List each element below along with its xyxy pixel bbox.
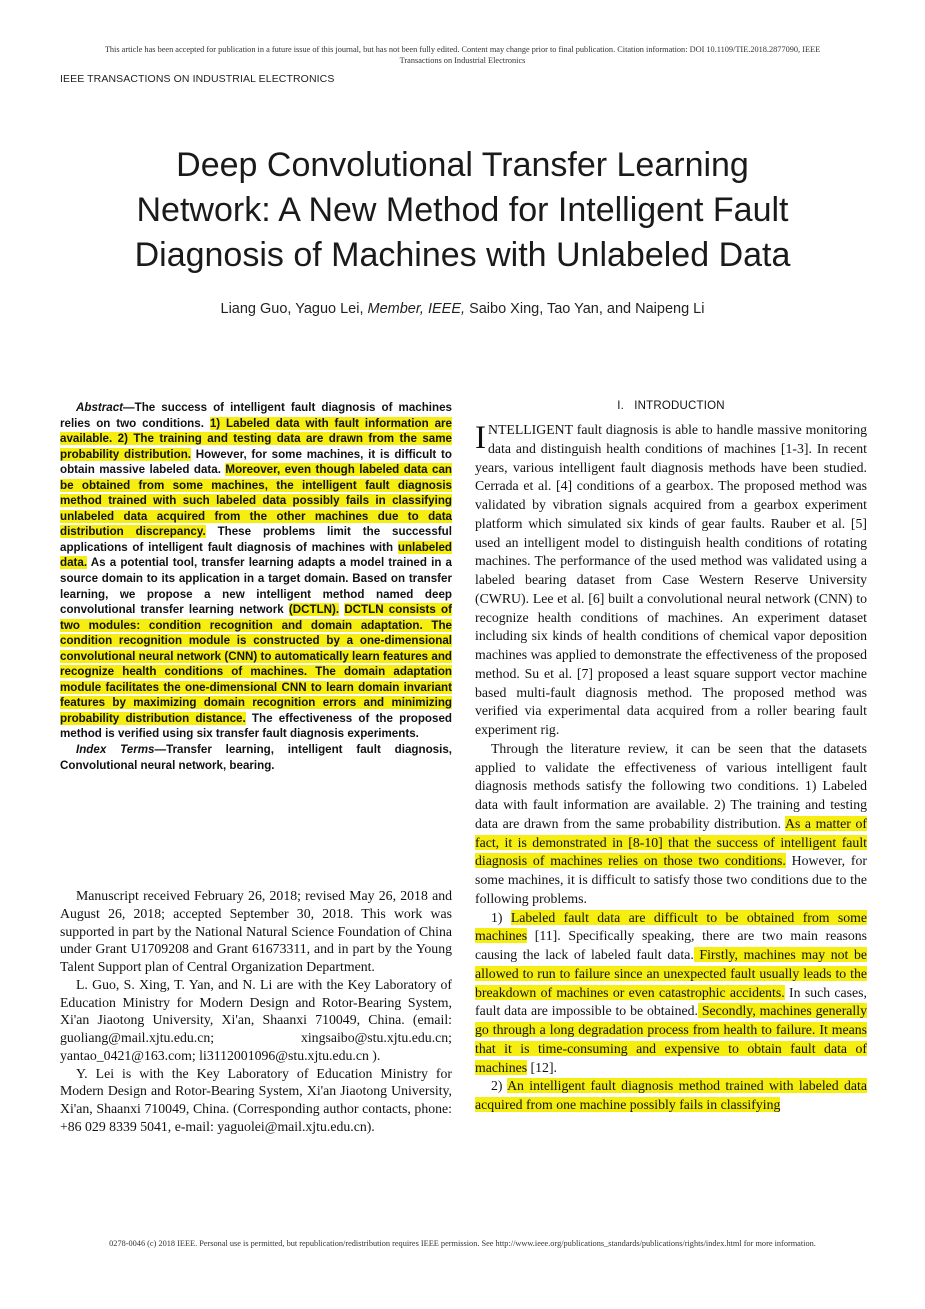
- abstract-seg-1: —The success of intelligent fault diagnosis of machines relies on two conditions.: [60, 401, 452, 430]
- intro-paragraph-2: [475, 740, 867, 909]
- abstract-label: Abstract: [76, 401, 124, 414]
- section-initial: I: [634, 400, 638, 412]
- abstract-highlight-discrepancy: Moreover, even though labeled data can be obtained from some machines, the intelligent fault diagnosis method trained with such labeled data possibly fails in classifying unlabeled data acquired from the other machines due to data distribution discrepancy.: [60, 463, 452, 539]
- title-line-3: Diagnosis of Machines with Unlabeled Data: [134, 236, 791, 274]
- abstract-highlight-conditions: 1) Labeled data with fault information are available. 2) The training and testing data are drawn from the same probability distribution.: [60, 416, 452, 461]
- author-list: [40, 301, 885, 317]
- index-terms-text: —Transfer learning, intelligent fault diagnosis, Convolutional neural network, bearing.: [60, 743, 452, 772]
- title-line-1: Deep Convolutional Transfer Learning: [176, 146, 749, 184]
- intro-first-word: NTELLIGENT: [488, 422, 573, 437]
- intro-highlight-labeled-fault: Labeled fault data are difficult to be obtained from some machines: [475, 909, 867, 944]
- intro-p3-a: [11]. Specifically speaking, there are two main reasons causing the lack of labeled fault data.: [475, 928, 867, 962]
- intro-highlight-secondly: Secondly, machines generally go through a long degradation process from health to failure. It means that it is time-consuming and expensive to obtain fault data of machines: [475, 1003, 867, 1075]
- affiliation-guo: L. Guo, S. Xing, T. Yan, and N. Li are with the Key Laboratory of Education Ministry for Modern Design and Rotor-Bearing System, Xi'an Jiaotong University, Xi'an, Shaanxi 710049, China. (email: guoliang@mail.xjtu.edu.cn; xingsaibo@stu.xjtu.edu.cn; yantao_0421@163.com; li3112001096@stu.xjtu.edu.cn ).: [60, 976, 452, 1063]
- section-heading-introduction: [475, 400, 867, 412]
- title-line-2: Network: A New Method for Intelligent Fault: [136, 191, 789, 229]
- abstract-highlight-unlabeled: unlabeled data.: [60, 540, 452, 570]
- intro-p1-text: fault diagnosis is able to handle massive monitoring data and distinguish health conditions of machines [1-3]. In recent years, various intelligent fault diagnosis methods have been studied. Cerrada et al. [4] conditions of a gearbox. The proposed method was validated by vibration signals acquired from a gearbox experiment platform which simulated six kinds of gear faults. Rauber et al. [5] used an intelligent model to distinguish health conditions of rotating machines. The performance of the used method was validated using a labeled bearing dataset from Case Western Reserve University (CWRU). Lee et al. [6] built a convolutional neural network (CNN) to recognize health conditions of machines. An experiment dataset including six kinds of health conditions of chemical vapor deposition machines was applied to demonstrate the effectiveness of the proposed method. Su et al. [7] proposed a least square support vector machine based multi-fault diagnosis method. The proposed method was verified via experimental data acquired from a roller bearing fault experiment rig.: [475, 422, 867, 737]
- intro-p3-b: In such cases, fault data are impossible to be obtained.: [475, 984, 867, 1019]
- affiliation-lei: Y. Lei is with the Key Laboratory of Education Ministry for Modern Design and Rotor-Bearing System, Xi'an Jiaotong University, Xi'an, Shaanxi 710049, China. (Corresponding author contacts, phone: +86 029 8339 5041, e-mail: yaguolei@mail.xjtu.edu.cn).: [60, 1065, 452, 1134]
- intro-p2-b: However, for some machines, it is difficult to satisfy those two conditions due to the following problems.: [475, 853, 867, 906]
- abstract-seg-3: However, for some machines, it is difficult to obtain massive labeled data.: [60, 447, 452, 477]
- intro-highlight-firstly: Firstly, machines may not be allowed to run to failure since an unexpected fault usually leads to the breakdown of machines or even catastrophic accidents.: [475, 947, 868, 1000]
- intro-paragraph-3: [475, 909, 867, 1078]
- section-title: NTRODUCTION: [637, 400, 725, 412]
- journal-name: IEEE TRANSACTIONS ON INDUSTRIAL ELECTRONICS: [60, 73, 335, 85]
- drop-cap: I: [475, 420, 486, 456]
- right-column: [475, 400, 867, 1115]
- abstract-highlight-modules: DCTLN consists of two modules: condition recognition and domain adaptation. The condition recognition module is constructed by a one-dimensional convolutional neural network (CNN) to automatically learn features and recognize health conditions of machines. The domain adaptation module facilitates the one-dimensional CNN to learn domain invariant features by maximizing domain recognition errors and minimizing probability distribution distance.: [60, 603, 452, 725]
- abstract-seg-7: As a potential tool, transfer learning adapts a model trained in a source domain to its application in a target domain. Based on transfer learning, we propose a new intelligent method named deep convolutional transfer learning network: [60, 556, 452, 617]
- author-membership: Member, IEEE,: [367, 301, 466, 317]
- intro-p3-c: [12].: [527, 1059, 557, 1075]
- authors-part-2: Saibo Xing, Tao Yan, and Naipeng Li: [469, 301, 705, 317]
- abstract-seg-10: The effectiveness of the proposed method is verified using six transfer fault diagnosis experiments.: [60, 711, 452, 741]
- intro-paragraph-1: [475, 421, 867, 740]
- abstract-highlight-dctln: (DCTLN).: [288, 603, 340, 617]
- section-number: I.: [617, 400, 625, 412]
- intro-p4-number: 2): [491, 1078, 508, 1094]
- acceptance-notice: [0, 44, 925, 66]
- abstract: [60, 400, 452, 742]
- notice-line-2: Transactions on Industrial Electronics: [399, 56, 526, 65]
- paper-title: [40, 143, 885, 278]
- left-column: [60, 400, 452, 773]
- index-terms: [60, 742, 452, 773]
- intro-highlight-classifying: An intelligent fault diagnosis method trained with labeled data acquired from one machine possibly fails in classifying: [475, 1078, 867, 1112]
- intro-p3-number: 1): [491, 909, 511, 925]
- intro-p2-a: Through the literature review, it can be seen that the datasets applied to validate the effectiveness of various intelligent fault diagnosis methods satisfy the following two conditions. 1) Labeled data with fault information are available. 2) The training and testing data are drawn from the same probability distribution.: [475, 740, 867, 831]
- notice-line-1: This article has been accepted for publication in a future issue of this journal, but has not been fully edited. Content may change prior to final publication. Citation information: DOI 10.1109/TIE.2018.2877090, IEEE: [104, 45, 821, 54]
- abstract-seg-5: These problems limit the successful applications of intelligent fault diagnosis of machines with: [60, 525, 452, 554]
- copyright-footer: 0278-0046 (c) 2018 IEEE. Personal use is permitted, but republication/redistribution requires IEEE permission. See http://www.ieee.org/publications_standards/publications/rights/index.html for more information.: [109, 1239, 816, 1248]
- manuscript-received: Manuscript received February 26, 2018; revised May 26, 2018 and August 26, 2018; accepted September 30, 2018. This work was supported in part by the National Natural Science Foundation of China under Grant U1709208 and Grant 61673311, and in part by the Young Talent Support plan of Central Organization Department.: [60, 888, 452, 974]
- intro-highlight-demonstrated: As a matter of fact, it is demonstrated in [8-10] that the success of intelligent fault diagnosis of machines relies on those two conditions.: [475, 815, 867, 869]
- authors-part-1: Liang Guo, Yaguo Lei,: [220, 301, 364, 317]
- index-terms-label: Index Terms: [76, 743, 155, 757]
- intro-paragraph-4: [475, 1077, 867, 1115]
- manuscript-footnote: [60, 887, 452, 1136]
